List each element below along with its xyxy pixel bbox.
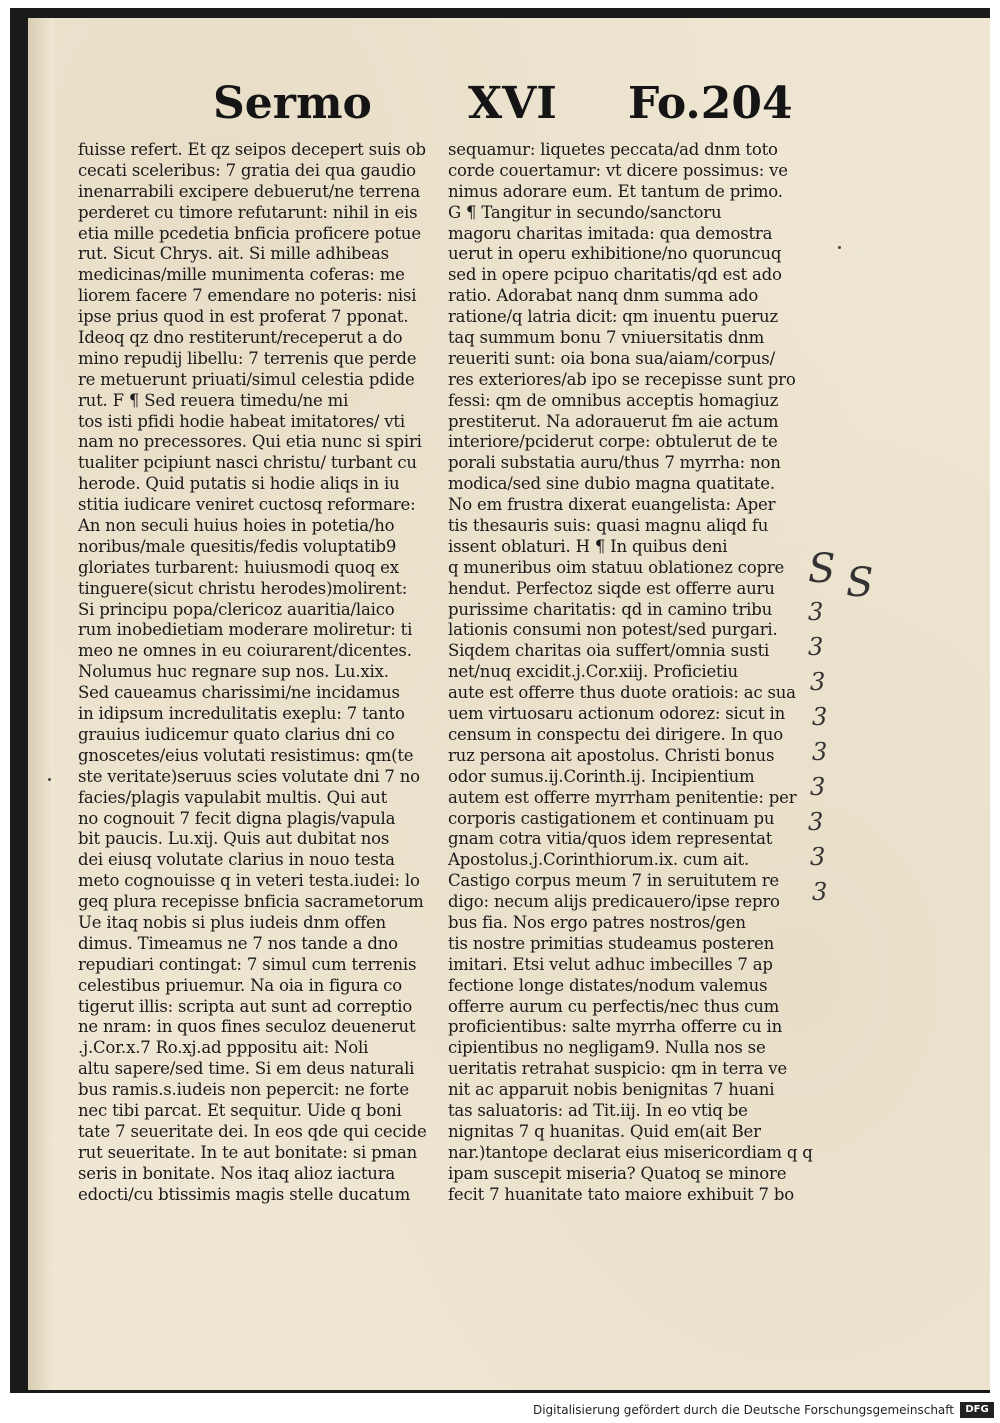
text-line: lationis consumi non potest/sed purgari. xyxy=(448,620,778,640)
text-line: modica/sed sine dubio magna quatitate. xyxy=(448,474,775,494)
text-line: cipientibus no negligam9. Nulla nos se xyxy=(448,1038,766,1058)
text-line: imitari. Etsi velut adhuc imbecilles 7 ap xyxy=(448,954,773,974)
margin-mark: S xyxy=(846,560,874,606)
scan-frame xyxy=(10,8,990,1393)
text-line: fecit 7 huanitate tato maiore exhibuit 7 bo xyxy=(448,1184,794,1204)
text-line: geq plura recepisse bnficia sacrametorum xyxy=(78,892,424,912)
text-line: fuisse refert. Et qz seipos decepert suis ob xyxy=(78,140,426,159)
text-line: perderet cu timore refutarunt: nihil in eis xyxy=(78,202,418,222)
margin-mark: 3 xyxy=(810,843,826,871)
text-line: corde couertamur: vt dicere possimus: ve xyxy=(448,160,788,180)
text-line: tigerut illis: scripta aut sunt ad correptio xyxy=(78,996,413,1016)
margin-mark: 3 xyxy=(812,878,828,906)
marginal-annotations xyxy=(808,546,874,918)
text-line: edocti/cu btissimis magis stelle ducatum xyxy=(78,1184,411,1204)
text-line: ipse prius quod in est proferat 7 pponat. xyxy=(78,307,409,327)
text-line: repudiari contingat: 7 simul cum terrenis xyxy=(78,954,417,974)
text-line: odor sumus.ij.Corinth.ij. Incipientium xyxy=(448,766,755,786)
text-line: bus ramis.s.iudeis non pepercit: ne forte xyxy=(78,1080,409,1100)
text-line: nimus adorare eum. Et tantum de primo. xyxy=(448,181,783,201)
text-line: inenarrabili excipere debuerut/ne terrena xyxy=(78,181,421,201)
text-line: rut. F ¶ Sed reuera timedu/ne mi xyxy=(78,390,349,410)
header-sermon-number: XVI xyxy=(468,78,557,129)
text-line: nit ac apparuit nobis benignitas 7 huani xyxy=(448,1080,775,1100)
text-line: gnoscetes/eius volutati resistimus: qm(te xyxy=(78,745,414,765)
text-line: nam no precessores. Qui etia nunc si spiri xyxy=(78,432,422,452)
left-text-column xyxy=(78,140,438,1205)
text-line: tate 7 seueritate dei. In eos qde qui cecide xyxy=(78,1121,427,1141)
text-line: nec tibi parcat. Et sequitur. Uide q boni xyxy=(78,1100,402,1120)
text-line: An non seculi huius hoies in potetia/ho xyxy=(78,516,395,536)
text-line: rum inobedietiam moderare moliretur: ti xyxy=(78,620,413,640)
margin-mark: 3 xyxy=(812,703,828,731)
text-line: Si principu popa/clericoz auaritia/laico xyxy=(78,599,395,619)
text-line: porali substatia auru/thus 7 myrrha: non xyxy=(448,453,781,473)
text-line: hendut. Perfectoz siqde est offerre auru xyxy=(448,578,775,598)
text-line: in idipsum incredulitatis exeplu: 7 tanto xyxy=(78,704,405,724)
text-line: tis thesauris suis: quasi magnu aliqd fu xyxy=(448,516,769,536)
text-line: corporis castigationem et continuam pu xyxy=(448,808,775,828)
text-line: Sed caueamus charissimi/ne incidamus xyxy=(78,683,400,703)
text-line: ratio. Adorabat nanq dnm summa ado xyxy=(448,286,759,306)
text-line: uem virtuosaru actionum odorez: sicut in xyxy=(448,704,786,724)
text-line: fessi: qm de omnibus acceptis homagiuz xyxy=(448,390,779,410)
text-line: dei eiusq volutate clarius in nouo testa xyxy=(78,850,395,870)
text-line: gloriates turbarent: huiusmodi quoq ex xyxy=(78,557,399,577)
text-line: sed in opere pcipuo charitatis/qd est ado xyxy=(448,265,782,285)
text-line: Siqdem charitas oia suffert/omnia susti xyxy=(448,641,770,661)
running-header xyxy=(28,78,990,148)
text-line: res exteriores/ab ipo se recepisse sunt pro xyxy=(448,369,796,389)
text-line: rut seueritate. In te aut bonitate: si pman xyxy=(78,1142,418,1162)
ink-dot xyxy=(838,246,841,249)
text-line: ratione/q latria dicit: qm inuentu pueruz xyxy=(448,307,778,327)
text-line: liorem facere 7 emendare no poteris: nisi xyxy=(78,286,417,306)
text-line: aute est offerre thus duote oratiois: ac sua xyxy=(448,683,796,703)
text-line: nignitas 7 q huanitas. Quid em(ait Ber xyxy=(448,1121,761,1141)
text-line: celestibus priuemur. Na oia in figura co xyxy=(78,975,402,995)
text-line: Castigo corpus meum 7 in seruitutem re xyxy=(448,871,779,891)
text-line: G ¶ Tangitur in secundo/sanctoru xyxy=(448,202,722,222)
text-line: noribus/male quesitis/fedis voluptatib9 xyxy=(78,536,397,556)
text-line: medicinas/mille munimenta coferas: me xyxy=(78,265,405,285)
text-line: reueriti sunt: oia bona sua/aiam/corpus/ xyxy=(448,348,775,368)
text-line: herode. Quid putatis si hodie aliqs in iu xyxy=(78,474,400,494)
book-page xyxy=(28,18,990,1390)
text-line: Nolumus huc regnare sup nos. Lu.xix. xyxy=(78,662,389,682)
text-line: stitia iudicare veniret cuctosq reformare: xyxy=(78,495,416,515)
text-line: q muneribus oim statuu oblationez copre xyxy=(448,557,785,577)
text-line: etia mille pcedetia bnficia proficere potue xyxy=(78,223,421,243)
footer-bar xyxy=(0,1400,1000,1423)
text-line: re metuerunt priuati/simul celestia pdide xyxy=(78,369,415,389)
text-line: ipam suscepit miseria? Quatoq se minore xyxy=(448,1163,787,1183)
funding-credit: Digitalisierung gefördert durch die Deutsche Forschungsgemeinschaft xyxy=(532,1403,954,1417)
text-line: no cognouit 7 fecit digna plagis/vapula xyxy=(78,808,396,828)
text-line: tinguere(sicut christu herodes)molirent: xyxy=(78,578,408,598)
text-line: ste veritate)seruus scies volutate dni 7 no xyxy=(78,766,420,786)
text-line: net/nuq excidit.j.Cor.xiij. Proficietiu xyxy=(448,662,738,682)
text-line: altu sapere/sed time. Si em deus naturali xyxy=(78,1059,415,1079)
page-gutter xyxy=(28,18,54,1390)
text-line: ueritatis retrahat suspicio: qm in terra ve xyxy=(448,1059,787,1079)
text-line: bus fia. Nos ergo patres nostros/gen xyxy=(448,912,746,932)
text-line: facies/plagis vapulabit multis. Qui aut xyxy=(78,787,388,807)
text-line: uerut in operu exhibitione/no quoruncuq xyxy=(448,244,782,264)
text-line: ne nram: in quos fines seculoz deuenerut xyxy=(78,1017,416,1037)
text-line: gnam cotra vitia/quos idem representat xyxy=(448,829,773,849)
margin-mark: 3 xyxy=(808,633,824,661)
text-line: proficientibus: salte myrrha offerre cu in xyxy=(448,1017,783,1037)
text-line: offerre aurum cu perfectis/nec thus cum xyxy=(448,996,780,1016)
text-line: dimus. Timeamus ne 7 nos tande a dno xyxy=(78,933,398,953)
text-line: meo ne omnes in eu coiurarent/dicentes. xyxy=(78,641,412,661)
text-line: .j.Cor.x.7 Ro.xj.ad pppositu ait: Noli xyxy=(78,1038,369,1058)
text-line: digo: necum alijs predicauero/ipse repro xyxy=(448,892,780,912)
header-sermo: Sermo xyxy=(213,78,372,129)
text-line: Ue itaq nobis si plus iudeis dnm offen xyxy=(78,912,386,932)
text-line: Apostolus.j.Corinthiorum.ix. cum ait. xyxy=(448,850,750,870)
text-line: issent oblaturi. H ¶ In quibus deni xyxy=(448,536,728,556)
text-line: magoru charitas imitada: qua demostra xyxy=(448,223,773,243)
margin-mark: 3 xyxy=(808,808,824,836)
text-line: tis nostre primitias studeamus posteren xyxy=(448,933,774,953)
text-line: mino repudij libellu: 7 terrenis que perde xyxy=(78,348,417,368)
text-line: Ideoq qz dno restiterunt/receperut a do xyxy=(78,328,403,348)
text-line: tos isti pfidi hodie habeat imitatores/ vti xyxy=(78,411,405,431)
text-line: autem est offerre myrrham penitentie: per xyxy=(448,787,797,807)
text-line: meto cognouisse q in veteri testa.iudei: lo xyxy=(78,871,420,891)
text-line: purissime charitatis: qd in camino tribu xyxy=(448,599,773,619)
text-line: nar.)tantope declarat eius misericordiam q q xyxy=(448,1142,813,1162)
text-line: cecati sceleribus: 7 gratia dei qua gaudio xyxy=(78,160,416,180)
margin-mark: 3 xyxy=(810,773,826,801)
text-line: taq summum bonu 7 vniuersitatis dnm xyxy=(448,328,765,348)
margin-mark: 3 xyxy=(810,668,826,696)
text-line: ruz persona ait apostolus. Christi bonus xyxy=(448,745,775,765)
text-line: tualiter pcipiunt nasci christu/ turbant cu xyxy=(78,453,417,473)
text-line: grauius iudicemur quato clarius dni co xyxy=(78,724,395,744)
right-text-column xyxy=(448,140,828,1205)
margin-mark: 3 xyxy=(808,598,824,626)
header-folio: Fo.204 xyxy=(628,78,793,129)
text-line: prestiterut. Na adorauerut fm aie actum xyxy=(448,411,779,431)
text-line: sequamur: liquetes peccata/ad dnm toto xyxy=(448,140,778,159)
margin-mark: S xyxy=(808,546,836,592)
text-line: interiore/pciderut corpe: obtulerut de te xyxy=(448,432,778,452)
text-line: seris in bonitate. Nos itaq alioz iactura xyxy=(78,1163,396,1183)
margin-mark: 3 xyxy=(812,738,828,766)
ink-dot xyxy=(48,778,51,781)
text-line: No em frustra dixerat euangelista: Aper xyxy=(448,495,776,515)
text-line: tas saluatoris: ad Tit.iij. In eo vtiq be xyxy=(448,1100,748,1120)
text-line: rut. Sicut Chrys. ait. Si mille adhibeas xyxy=(78,244,389,264)
dfg-logo: DFG xyxy=(960,1402,994,1418)
text-line: bit paucis. Lu.xij. Quis aut dubitat nos xyxy=(78,829,390,849)
text-line: fectione longe distates/nodum valemus xyxy=(448,975,768,995)
text-line: censum in conspectu dei dirigere. In quo xyxy=(448,724,783,744)
